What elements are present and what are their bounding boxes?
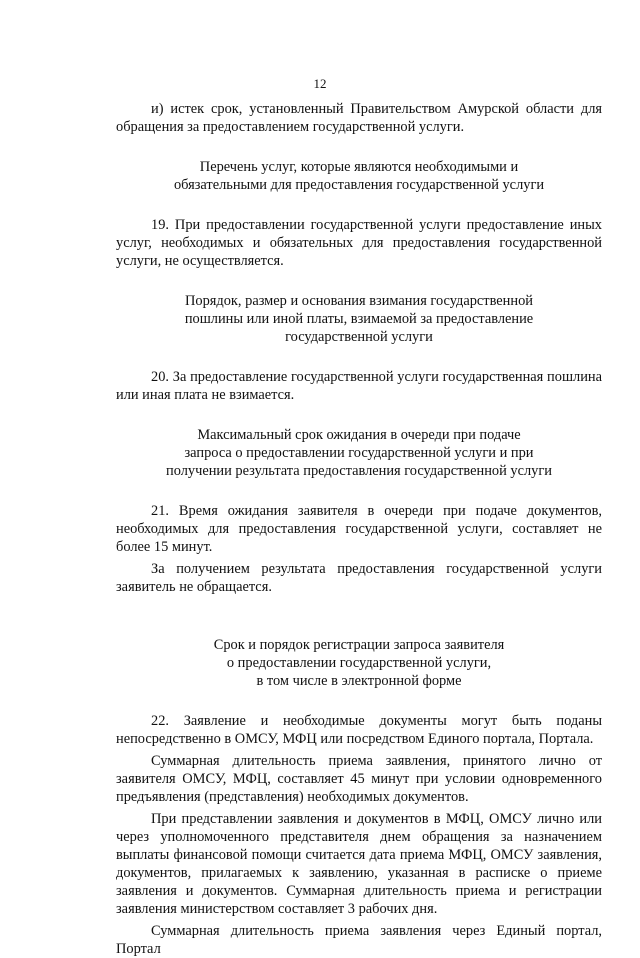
- paragraph: 22. Заявление и необходимые документы могут быть поданы непосредственно в ОМСУ, МФЦ или посредством Единого портала, Портала.: [116, 713, 602, 747]
- heading-line: запроса о предоставлении государственной услуги и при: [184, 445, 534, 461]
- heading-line: пошлины или иной платы, взимаемой за предоставление: [184, 311, 534, 327]
- paragraph: За получением результата предоставления государственной услуги заявитель не обращается.: [116, 561, 602, 595]
- section-heading: [116, 636, 602, 690]
- heading-line: Максимальный срок ожидания в очереди при подаче: [197, 427, 521, 443]
- heading-line: Срок и порядок регистрации запроса заявителя: [213, 637, 505, 653]
- heading-line: о предоставлении государственной услуги,: [226, 655, 492, 671]
- heading-line: в том числе в электронной форме: [256, 673, 462, 689]
- section-heading: [116, 292, 602, 346]
- page-number: 12: [313, 76, 327, 91]
- paragraph: При представлении заявления и документов в МФЦ, ОМСУ лично или через уполномоченного представителя днем обращения за назначением выплаты финансовой помощи считается дата приема МФЦ, ОМСУ заявления, документов, прилагаемых к заявлению, указанная в расписке о приеме заявления и документов. Суммарная длительность приема и регистрации заявления министерством составляет 3 рабочих дня.: [116, 811, 602, 917]
- section-heading: [116, 158, 602, 194]
- paragraph: Суммарная длительность приема заявления через Единый портал, Портал: [116, 923, 602, 957]
- heading-line: получении результата предоставления государственной услуги: [166, 463, 552, 479]
- paragraph: 19. При предоставлении государственной услуги предоставление иных услуг, необходимых и обязательных для предоставления государственной услуги, не осуществляется.: [116, 217, 602, 269]
- paragraph: и) истек срок, установленный Правительством Амурской области для обращения за предоставлением государственной услуги.: [116, 101, 602, 135]
- section-heading: [116, 426, 602, 480]
- heading-line: Порядок, размер и основания взимания государственной: [185, 293, 533, 309]
- heading-line: обязательными для предоставления государственной услуги: [173, 177, 545, 193]
- paragraph: Суммарная длительность приема заявления, принятого лично от заявителя ОМСУ, МФЦ, составляет 45 минут при условии одновременного предъявления (представления) необходимых документов.: [116, 753, 602, 805]
- heading-line: государственной услуги: [285, 329, 433, 345]
- paragraph: 21. Время ожидания заявителя в очереди при подаче документов, необходимых для предоставления государственной услуги, составляет не более 15 минут.: [116, 503, 602, 555]
- heading-line: Перечень услуг, которые являются необходимыми и: [199, 159, 519, 175]
- paragraph: 20. За предоставление государственной услуги государственная пошлина или иная плата не взимается.: [116, 369, 602, 403]
- document-body: [116, 100, 602, 958]
